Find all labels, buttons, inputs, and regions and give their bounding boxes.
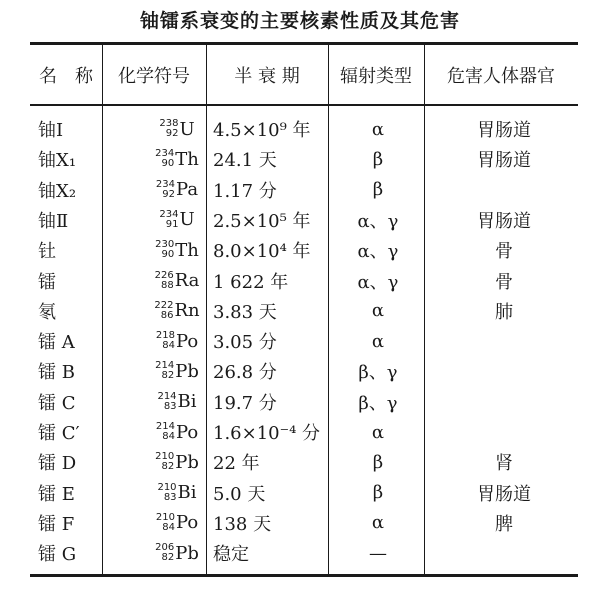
element-symbol: Po xyxy=(175,330,199,352)
table-title: 铀镭系衰变的主要核素性质及其危害 xyxy=(139,10,460,32)
isotope-numbers xyxy=(157,483,176,503)
affected-organ xyxy=(430,356,578,386)
chemical-symbol xyxy=(130,387,224,417)
table-row xyxy=(30,478,578,508)
half-life: 138 天 xyxy=(213,513,272,535)
isotope-notation xyxy=(157,391,196,412)
isotope-notation xyxy=(155,543,199,564)
table-row xyxy=(30,144,578,174)
table-row xyxy=(30,387,578,417)
nuclide-name: 铀X₂ xyxy=(38,180,77,202)
header-symbol: 化学符号 xyxy=(118,65,190,87)
element-symbol: Po xyxy=(175,421,199,443)
table-row xyxy=(30,114,578,144)
table-row xyxy=(30,508,578,538)
affected-organ: 肺 xyxy=(495,301,513,323)
half-life: 5.0 天 xyxy=(213,483,266,505)
chemical-symbol xyxy=(130,508,224,538)
radiation-type: — xyxy=(369,542,387,564)
nuclide-name: 镭 xyxy=(38,271,56,293)
isotope-numbers xyxy=(155,149,174,169)
half-life: 8.0×10⁴ 年 xyxy=(213,241,311,263)
nuclide-name: 钍 xyxy=(38,241,56,263)
half-life: 1.6×10⁻⁴ 分 xyxy=(213,423,321,444)
chemical-symbol xyxy=(130,114,224,144)
isotope-notation xyxy=(156,331,198,352)
affected-organ: 脾 xyxy=(495,513,513,535)
atomic-number: 90 xyxy=(161,249,175,261)
chemical-symbol xyxy=(130,356,224,386)
half-life: 1.17 分 xyxy=(213,180,277,202)
atomic-number: 84 xyxy=(162,431,175,442)
header-organ: 危害人体器官 xyxy=(447,65,555,87)
nuclide-name: 镭 B xyxy=(38,362,75,384)
nuclide-name: 铀Ⅱ xyxy=(38,210,69,232)
atomic-number: 83 xyxy=(163,400,177,412)
isotope-notation xyxy=(159,209,194,230)
radiation-type: α xyxy=(371,421,385,443)
element-symbol: Pb xyxy=(175,360,199,382)
chemical-symbol xyxy=(130,447,224,477)
element-symbol: Pb xyxy=(175,451,199,473)
table-row xyxy=(30,417,578,447)
atomic-number: 92 xyxy=(162,188,176,200)
isotope-numbers xyxy=(156,180,175,200)
element-symbol: Th xyxy=(175,148,199,170)
affected-organ xyxy=(430,175,578,205)
table-row xyxy=(30,205,578,235)
half-life: 2.5×10⁵ 年 xyxy=(213,210,311,232)
half-life: 1 622 年 xyxy=(213,271,289,293)
isotope-notation xyxy=(154,300,199,321)
nuclide-name: 铀Ⅰ xyxy=(38,120,64,141)
isotope-numbers xyxy=(155,361,174,381)
isotope-numbers xyxy=(155,271,174,291)
isotope-numbers xyxy=(155,240,174,260)
radiation-type: β xyxy=(372,451,384,473)
atomic-number: 82 xyxy=(161,370,175,382)
mass-number: 234 xyxy=(155,148,175,160)
isotope-notation xyxy=(155,361,199,382)
radiation-type: β、γ xyxy=(358,362,398,384)
radiation-type: β xyxy=(372,179,384,201)
header-name: 名 称 xyxy=(39,65,93,87)
mass-number: 234 xyxy=(155,178,176,190)
header-rule xyxy=(30,104,578,106)
isotope-numbers xyxy=(159,210,178,230)
nuclide-name: 氡 xyxy=(38,301,56,323)
affected-organ: 胃肠道 xyxy=(477,483,531,505)
chemical-symbol xyxy=(130,144,224,174)
bottom-rule xyxy=(30,574,578,577)
half-life: 3.83 天 xyxy=(213,301,277,323)
isotope-notation xyxy=(156,179,198,200)
isotope-notation xyxy=(156,512,198,533)
mass-number: 238 xyxy=(159,118,179,129)
nuclide-name: 镭 D xyxy=(38,453,77,475)
isotope-numbers xyxy=(156,422,175,442)
radiation-type: α xyxy=(371,512,385,534)
affected-organ xyxy=(430,387,578,417)
element-symbol: Pb xyxy=(175,542,199,564)
element-symbol: U xyxy=(179,118,195,140)
affected-organ: 胃肠道 xyxy=(477,120,531,141)
atomic-number: 92 xyxy=(165,128,179,139)
mass-number: 234 xyxy=(159,208,179,220)
isotope-notation xyxy=(155,149,199,170)
isotope-numbers xyxy=(156,513,175,533)
mass-number: 214 xyxy=(155,421,175,432)
affected-organ xyxy=(430,417,578,447)
isotope-numbers xyxy=(156,331,175,351)
atomic-number: 91 xyxy=(165,218,179,230)
atomic-number: 86 xyxy=(160,309,174,321)
element-symbol: Th xyxy=(175,239,199,261)
half-life: 26.8 分 xyxy=(213,362,277,384)
nuclide-name: 镭 C′ xyxy=(38,423,80,444)
nuclide-name: 镭 G xyxy=(38,544,77,566)
radiation-type: α xyxy=(371,118,385,140)
isotope-numbers xyxy=(159,119,178,139)
table-row xyxy=(30,296,578,326)
chemical-symbol xyxy=(130,205,224,235)
mass-number: 218 xyxy=(155,330,175,342)
atomic-number: 83 xyxy=(163,491,177,503)
affected-organ: 骨 xyxy=(495,271,513,293)
affected-organ xyxy=(430,326,578,356)
half-life: 19.7 分 xyxy=(213,392,277,414)
isotope-notation xyxy=(155,240,199,261)
isotope-numbers xyxy=(157,392,176,412)
mass-number: 214 xyxy=(155,360,175,372)
isotope-notation xyxy=(156,422,198,443)
affected-organ: 肾 xyxy=(495,453,513,475)
atomic-number: 88 xyxy=(160,279,174,291)
table-row xyxy=(30,538,578,568)
mass-number: 230 xyxy=(155,239,175,251)
mass-number: 210 xyxy=(155,451,175,463)
nuclide-name: 铀X₁ xyxy=(38,150,77,172)
radiation-type: α xyxy=(371,300,385,322)
element-symbol: Pa xyxy=(176,179,199,201)
table-row xyxy=(30,326,578,356)
chemical-symbol xyxy=(130,326,224,356)
half-life: 稳定 xyxy=(213,544,249,566)
radiation-type: β、γ xyxy=(358,392,398,414)
header-half-life: 半 衰 期 xyxy=(234,65,300,87)
mass-number: 214 xyxy=(157,390,177,402)
nuclide-name: 镭 A xyxy=(38,332,75,354)
table-row xyxy=(30,235,578,265)
nuclide-name: 镭 C xyxy=(38,392,76,414)
chemical-symbol xyxy=(130,175,224,205)
isotope-notation xyxy=(159,119,194,140)
element-symbol: Bi xyxy=(177,482,197,504)
chemical-symbol xyxy=(130,538,224,568)
chemical-symbol xyxy=(130,296,224,326)
atomic-number: 90 xyxy=(161,158,175,170)
radiation-type: α、γ xyxy=(357,271,399,293)
isotope-numbers xyxy=(155,543,174,563)
nuclide-name: 镭 F xyxy=(38,513,75,535)
header-radiation: 辐射类型 xyxy=(340,65,412,87)
element-symbol: Bi xyxy=(177,391,197,413)
half-life: 4.5×10⁹ 年 xyxy=(213,120,311,141)
isotope-notation xyxy=(155,270,200,291)
nuclide-name: 镭 E xyxy=(38,483,75,505)
table-row xyxy=(30,447,578,477)
isotope-numbers xyxy=(155,452,174,472)
radiation-type: α xyxy=(371,330,385,352)
element-symbol: Po xyxy=(175,512,199,534)
radiation-type: α、γ xyxy=(357,241,399,263)
atomic-number: 82 xyxy=(161,461,175,473)
table-row xyxy=(30,175,578,205)
affected-organ: 骨 xyxy=(495,241,513,263)
affected-organ: 胃肠道 xyxy=(477,210,531,232)
chemical-symbol xyxy=(130,266,224,296)
atomic-number: 84 xyxy=(162,521,175,533)
half-life: 3.05 分 xyxy=(213,332,277,354)
mass-number: 226 xyxy=(154,269,174,281)
radiation-type: β xyxy=(372,482,384,504)
isotope-notation xyxy=(155,452,199,473)
chemical-symbol xyxy=(130,478,224,508)
element-symbol: Rn xyxy=(174,300,200,322)
half-life: 24.1 天 xyxy=(213,150,277,172)
table-row xyxy=(30,356,578,386)
radiation-type: α、γ xyxy=(357,210,399,232)
isotope-numbers xyxy=(154,301,173,321)
mass-number: 210 xyxy=(155,511,175,523)
half-life: 22 年 xyxy=(213,453,260,475)
affected-organ: 胃肠道 xyxy=(477,150,531,172)
affected-organ xyxy=(430,538,578,568)
table-row xyxy=(30,266,578,296)
isotope-notation xyxy=(157,482,196,503)
chemical-symbol xyxy=(130,235,224,265)
atomic-number: 84 xyxy=(162,340,175,352)
mass-number: 210 xyxy=(157,481,177,493)
radiation-type: β xyxy=(372,148,384,170)
mass-number: 222 xyxy=(154,299,174,311)
atomic-number: 82 xyxy=(161,552,175,564)
element-symbol: Ra xyxy=(174,270,200,291)
chemical-symbol xyxy=(130,417,224,447)
mass-number: 206 xyxy=(155,542,175,554)
element-symbol: U xyxy=(179,209,195,231)
